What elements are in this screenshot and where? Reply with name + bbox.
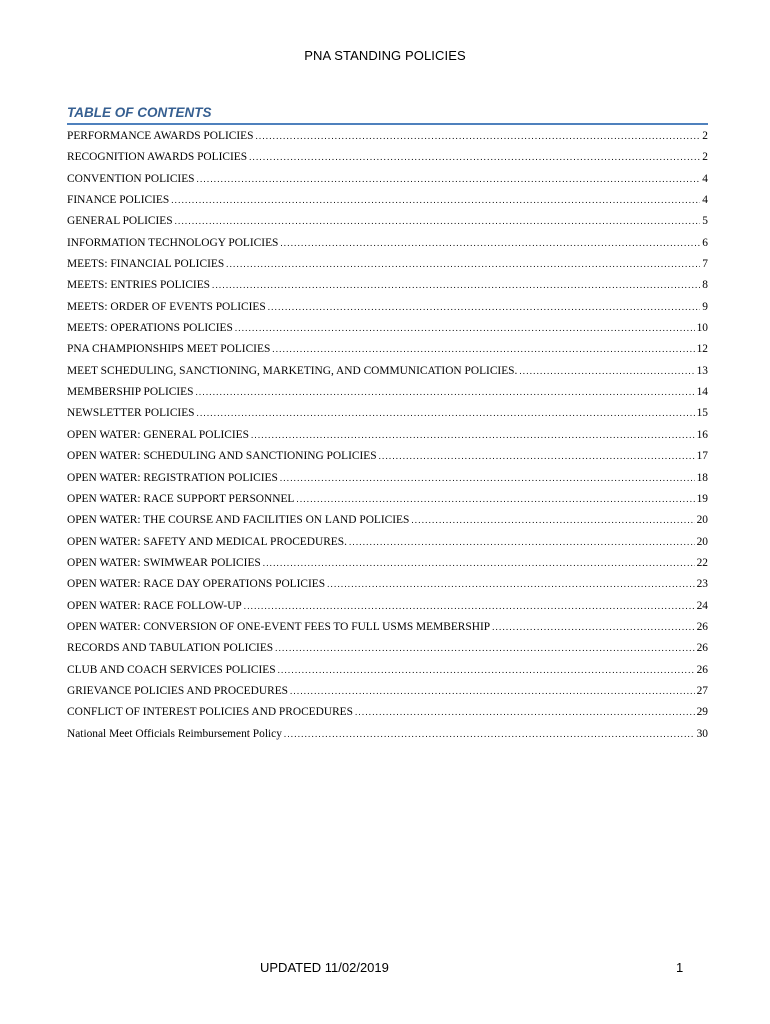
toc-entry-title[interactable]: INFORMATION TECHNOLOGY POLICIES (67, 236, 279, 249)
toc-entry[interactable] (67, 279, 708, 300)
toc-entry[interactable] (67, 472, 708, 493)
toc-entry-title[interactable]: OPEN WATER: SCHEDULING AND SANCTIONING POLICIES (67, 450, 377, 463)
toc-dot-leader (197, 408, 695, 418)
toc-dot-leader (519, 366, 694, 376)
toc-dot-leader (275, 643, 694, 653)
toc-dot-leader (212, 280, 700, 290)
toc-dot-leader (263, 558, 695, 568)
toc-entry-title[interactable]: RECORDS AND TABULATION POLICIES (67, 642, 274, 655)
toc-entry-title[interactable]: National Meet Officials Reimbursement Policy (67, 727, 282, 740)
toc-dot-leader (379, 451, 695, 461)
toc-entry[interactable] (67, 237, 708, 258)
toc-entry-title[interactable]: MEETS: ORDER OF EVENTS POLICIES (67, 300, 266, 313)
toc-entry-title[interactable]: OPEN WATER: REGISTRATION POLICIES (67, 471, 278, 484)
toc-entry-page-number[interactable]: 12 (696, 343, 708, 356)
toc-entry[interactable] (67, 621, 708, 642)
toc-dot-leader (349, 537, 695, 547)
toc-entry-page-number[interactable]: 4 (702, 194, 708, 207)
toc-entry-title[interactable]: CLUB AND COACH SERVICES POLICIES (67, 663, 276, 676)
toc-entry[interactable] (67, 642, 708, 663)
toc-entry-page-number[interactable]: 13 (696, 364, 708, 377)
toc-entry-page-number[interactable]: 9 (702, 300, 708, 313)
toc-entry[interactable] (67, 407, 708, 428)
footer-page-number: 1 (676, 960, 684, 975)
toc-entry-page-number[interactable]: 27 (696, 684, 708, 697)
toc-entry-title[interactable]: MEET SCHEDULING, SANCTIONING, MARKETING, AND COMMUNICATION POLICIES. (67, 364, 518, 377)
toc-entry[interactable] (67, 600, 708, 621)
toc-dot-leader (244, 601, 695, 611)
toc-entry-page-number[interactable]: 16 (696, 428, 708, 441)
toc-entry[interactable] (67, 706, 708, 727)
toc-entry-title[interactable]: OPEN WATER: RACE SUPPORT PERSONNEL (67, 492, 295, 505)
toc-entry[interactable] (67, 322, 708, 343)
toc-entry-title[interactable]: FINANCE POLICIES (67, 194, 170, 207)
toc-entry-title[interactable]: OPEN WATER: SAFETY AND MEDICAL PROCEDURES. (67, 535, 347, 548)
toc-entry-title[interactable]: RECOGNITION AWARDS POLICIES (67, 151, 248, 164)
toc-entry-page-number[interactable]: 5 (702, 215, 708, 228)
toc-dot-leader (272, 344, 694, 354)
toc-entry-title[interactable]: MEETS: ENTRIES POLICIES (67, 279, 211, 292)
toc-heading: TABLE OF CONTENTS (67, 105, 708, 125)
toc-entry[interactable] (67, 578, 708, 599)
toc-dot-leader (327, 579, 695, 589)
toc-dot-leader (280, 238, 700, 248)
toc-dot-leader (226, 259, 700, 269)
toc-entry[interactable] (67, 173, 708, 194)
toc-entry-title[interactable]: PNA CHAMPIONSHIPS MEET POLICIES (67, 343, 271, 356)
page-footer (0, 960, 770, 980)
toc-dot-leader (296, 494, 694, 504)
toc-dot-leader (195, 387, 694, 397)
toc-entry-title[interactable]: MEMBERSHIP POLICIES (67, 386, 194, 399)
toc-entry-page-number[interactable]: 26 (696, 620, 708, 633)
toc-entry[interactable] (67, 514, 708, 535)
toc-entry-title[interactable]: MEETS: OPERATIONS POLICIES (67, 322, 233, 335)
toc-dot-leader (175, 216, 701, 226)
toc-entry[interactable] (67, 130, 708, 151)
table-of-contents (67, 130, 708, 749)
toc-entry-title[interactable]: OPEN WATER: GENERAL POLICIES (67, 428, 249, 441)
toc-entry-page-number[interactable]: 20 (696, 514, 708, 527)
toc-entry-page-number[interactable]: 23 (696, 578, 708, 591)
toc-entry-page-number[interactable]: 17 (696, 450, 708, 463)
toc-entry[interactable] (67, 194, 708, 215)
toc-entry-title[interactable]: GENERAL POLICIES (67, 215, 173, 228)
toc-entry[interactable] (67, 536, 708, 557)
toc-entry-title[interactable]: OPEN WATER: RACE FOLLOW-UP (67, 599, 242, 612)
toc-dot-leader (280, 473, 695, 483)
toc-entry-title[interactable]: PERFORMANCE AWARDS POLICIES (67, 130, 254, 142)
toc-entry-page-number[interactable]: 8 (702, 279, 708, 292)
toc-entry-title[interactable]: CONVENTION POLICIES (67, 172, 195, 185)
toc-entry[interactable] (67, 151, 708, 172)
toc-dot-leader (235, 323, 695, 333)
toc-entry-page-number[interactable]: 22 (696, 556, 708, 569)
toc-entry-page-number[interactable]: 10 (696, 322, 708, 335)
toc-entry[interactable] (67, 557, 708, 578)
toc-dot-leader (249, 152, 700, 162)
toc-entry-page-number[interactable]: 26 (696, 642, 708, 655)
toc-entry-title[interactable]: OPEN WATER: CONVERSION OF ONE-EVENT FEES TO FULL USMS MEMBERSHIP (67, 620, 491, 633)
toc-entry-page-number[interactable]: 19 (696, 492, 708, 505)
toc-dot-leader (197, 174, 701, 184)
toc-dot-leader (278, 665, 695, 675)
toc-entry[interactable] (67, 664, 708, 685)
toc-entry-page-number[interactable]: 2 (702, 151, 708, 164)
toc-entry-page-number[interactable]: 30 (696, 727, 708, 740)
toc-entry-page-number[interactable]: 29 (696, 706, 708, 719)
toc-entry-title[interactable]: OPEN WATER: SWIMWEAR POLICIES (67, 556, 261, 569)
toc-entry[interactable] (67, 301, 708, 322)
toc-entry[interactable] (67, 450, 708, 471)
toc-entry-page-number[interactable]: 4 (702, 172, 708, 185)
toc-entry-page-number[interactable]: 6 (702, 236, 708, 249)
toc-entry-page-number[interactable]: 14 (696, 386, 708, 399)
toc-entry-page-number[interactable]: 26 (696, 663, 708, 676)
toc-entry-title[interactable]: NEWSLETTER POLICIES (67, 407, 195, 420)
toc-dot-leader (251, 430, 695, 440)
toc-entry[interactable] (67, 365, 708, 386)
toc-entry[interactable] (67, 258, 708, 279)
toc-entry[interactable] (67, 386, 708, 407)
toc-entry[interactable] (67, 215, 708, 236)
toc-entry-title[interactable]: OPEN WATER: THE COURSE AND FACILITIES ON LAND POLICIES (67, 514, 410, 527)
toc-entry-page-number[interactable]: 2 (702, 130, 708, 142)
toc-entry-page-number[interactable]: 18 (696, 471, 708, 484)
toc-entry[interactable] (67, 429, 708, 450)
toc-entry-page-number[interactable]: 7 (702, 258, 708, 271)
toc-entry-page-number[interactable]: 20 (696, 535, 708, 548)
toc-entry[interactable] (67, 685, 708, 706)
toc-entry-page-number[interactable]: 15 (696, 407, 708, 420)
footer-updated-date: UPDATED 11/02/2019 (260, 960, 389, 975)
toc-dot-leader (171, 195, 700, 205)
toc-entry[interactable] (67, 343, 708, 364)
toc-entry[interactable] (67, 493, 708, 514)
page-header-title: PNA STANDING POLICIES (304, 48, 466, 63)
toc-entry[interactable] (67, 728, 708, 749)
toc-dot-leader (492, 622, 695, 632)
toc-entry-title[interactable]: CONFLICT OF INTEREST POLICIES AND PROCEDURES (67, 706, 353, 719)
toc-dot-leader (268, 302, 701, 312)
toc-dot-leader (290, 686, 695, 696)
toc-entry-page-number[interactable]: 24 (696, 599, 708, 612)
toc-dot-leader (355, 707, 695, 717)
toc-entry-title[interactable]: OPEN WATER: RACE DAY OPERATIONS POLICIES (67, 578, 326, 591)
toc-entry-title[interactable]: MEETS: FINANCIAL POLICIES (67, 258, 225, 271)
toc-entry-title[interactable]: GRIEVANCE POLICIES AND PROCEDURES (67, 684, 288, 697)
toc-dot-leader (284, 729, 695, 739)
toc-dot-leader (255, 131, 700, 141)
toc-dot-leader (411, 515, 694, 525)
